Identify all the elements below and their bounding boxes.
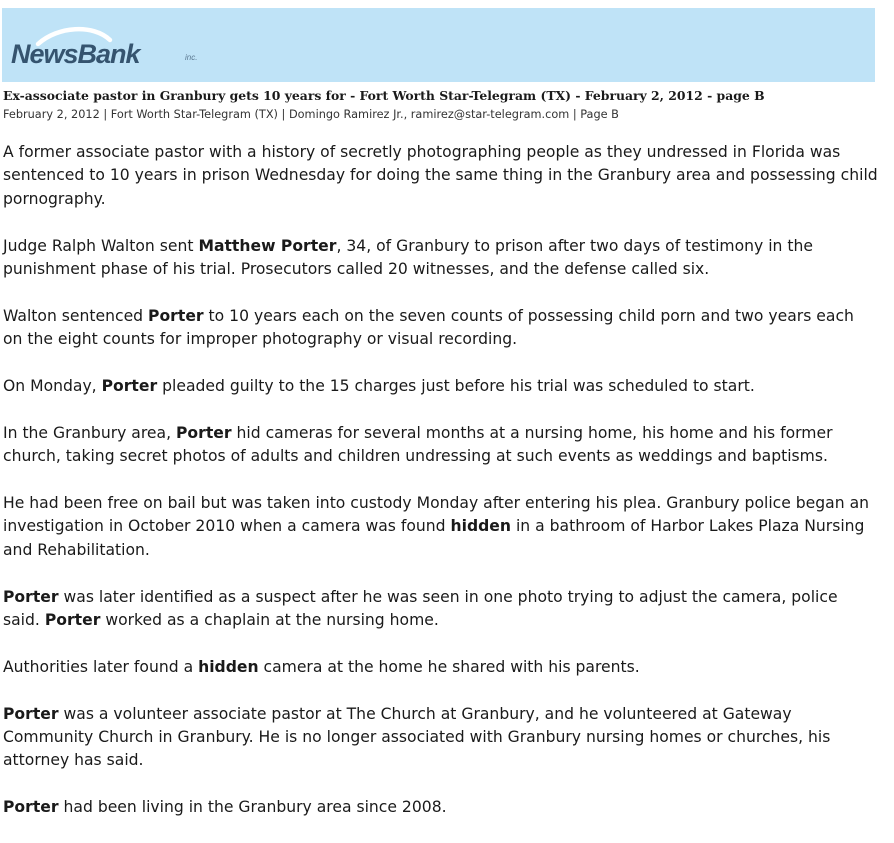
paragraph-text: was later identified as a suspect after he was seen in one photo trying to adjust the camera, police said. bbox=[3, 587, 838, 630]
search-highlight: hidden bbox=[198, 657, 259, 676]
paragraph-text: A former associate pastor with a history of secretly photographing people as they undressed in Florida was sentenced to 10 years in prison Wednesday for doing the same thing in the Granbury area and possessing child pornography. bbox=[3, 143, 878, 208]
paragraph-text: He had been free on bail but was taken into custody Monday after entering his plea. Granbury police began an investigation in October 2010 when a camera was found bbox=[3, 494, 870, 536]
paragraph-3 bbox=[3, 305, 878, 352]
paragraph-text: In the Granbury area, bbox=[3, 423, 176, 442]
paragraph-10 bbox=[3, 796, 878, 819]
newsbank-banner bbox=[2, 8, 875, 82]
paragraph-5 bbox=[3, 422, 878, 469]
paragraph-text: hid cameras for several months at a nursing home, his home and his former church, taking secret photos of adults and children undressing at such events as weddings and baptisms. bbox=[3, 423, 833, 466]
logo-wordmark: NewsBank bbox=[11, 39, 140, 69]
paragraph-8 bbox=[3, 656, 878, 679]
paragraph-9 bbox=[3, 703, 878, 773]
search-highlight: Porter bbox=[3, 704, 59, 723]
paragraph-4 bbox=[3, 375, 878, 398]
paragraph-text: to 10 years each on the seven counts of possessing child porn and two years each on the eight counts for improper photography or visual recording. bbox=[3, 306, 854, 349]
search-highlight: hidden bbox=[450, 517, 511, 536]
search-highlight: Porter bbox=[3, 587, 59, 606]
paragraph-text: Authorities later found a bbox=[3, 657, 199, 676]
paragraph-text: On Monday, bbox=[3, 377, 102, 396]
paragraph-text: pleaded guilty to the 15 charges just before his trial was scheduled to start. bbox=[157, 377, 755, 396]
article-body bbox=[3, 141, 878, 843]
article-headline[interactable]: Ex-associate pastor in Granbury gets 10 years for - Fort Worth Star-Telegram (TX) - February 2, 2012 - page B bbox=[3, 88, 765, 103]
paragraph-6 bbox=[3, 492, 878, 562]
search-highlight: Matthew Porter bbox=[198, 236, 337, 255]
paragraph-7 bbox=[3, 586, 878, 633]
newsbank-logo[interactable] bbox=[8, 22, 228, 68]
paragraph-text: Judge Ralph Walton sent bbox=[3, 236, 199, 255]
search-highlight: Porter bbox=[44, 611, 101, 630]
article-meta: February 2, 2012 | Fort Worth Star-Telegram (TX) | Domingo Ramirez Jr., ramirez@star-telegram.com | Page B bbox=[3, 108, 619, 121]
logo-inc-mark: inc. bbox=[185, 53, 198, 62]
paragraph-text: worked as a chaplain at the nursing home. bbox=[100, 611, 439, 630]
paragraph-1 bbox=[3, 141, 878, 211]
paragraph-text: in a bathroom of Harbor Lakes Plaza Nursing and Rehabilitation. bbox=[3, 517, 865, 559]
paragraph-2 bbox=[3, 235, 878, 282]
paragraph-text: had been living in the Granbury area since 2008. bbox=[58, 798, 447, 817]
paragraph-text: Walton sentenced bbox=[3, 306, 149, 325]
search-highlight: Porter bbox=[176, 423, 232, 442]
search-highlight: Porter bbox=[148, 306, 204, 325]
search-highlight: Porter bbox=[3, 798, 59, 817]
search-highlight: Porter bbox=[101, 377, 158, 396]
paragraph-text: was a volunteer associate pastor at The Church at Granbury, and he volunteered at Gateway Community Church in Granbury. He is no longer associated with Granbury nursing homes or churches, his attorney has said. bbox=[3, 704, 831, 770]
paragraph-text: camera at the home he shared with his parents. bbox=[258, 657, 640, 676]
paragraph-text: , 34, of Granbury to prison after two days of testimony in the punishment phase of his trial. Prosecutors called 20 witnesses, and the defense called six. bbox=[3, 236, 813, 279]
